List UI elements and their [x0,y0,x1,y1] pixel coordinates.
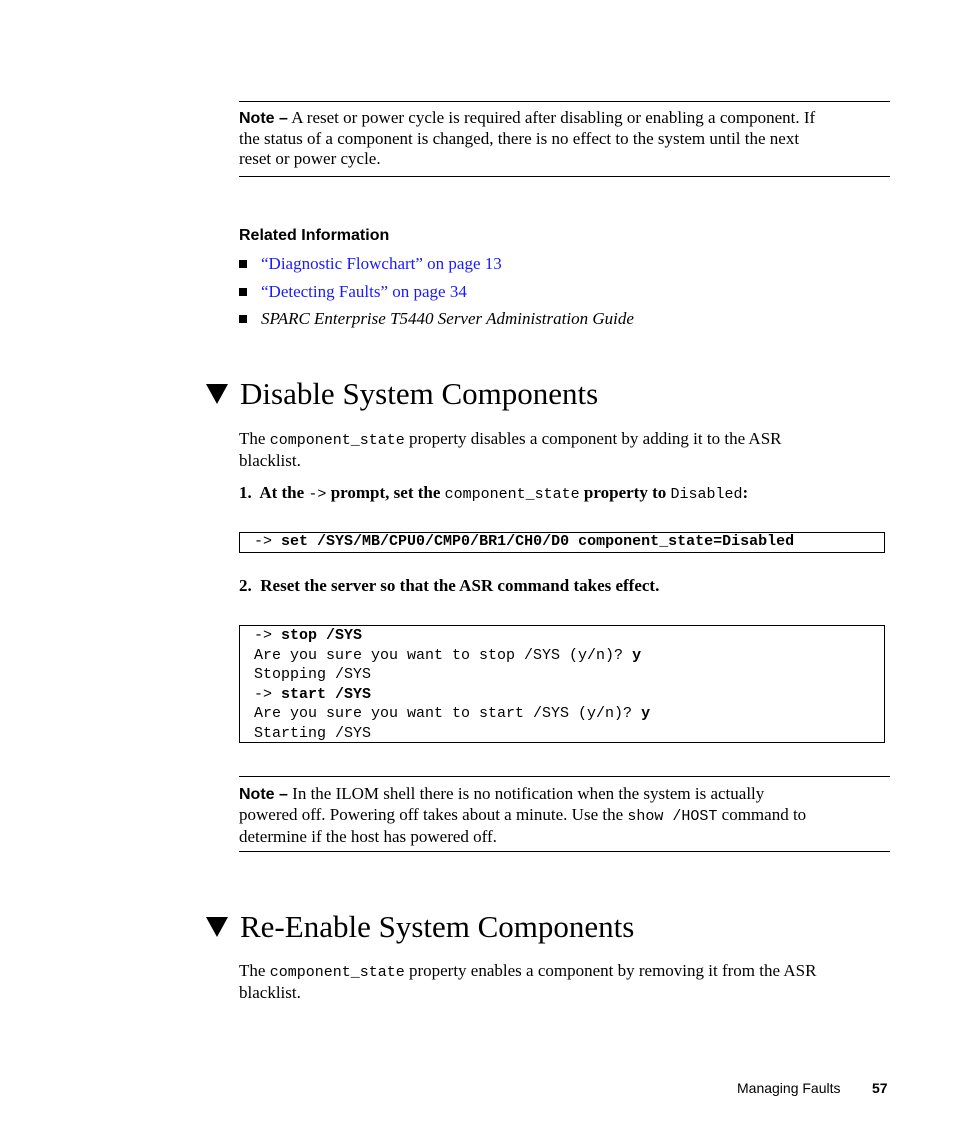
code1-command: set /SYS/MB/CPU0/CMP0/BR1/CH0/D0 component_state=Disabled [281,533,795,550]
step1-text1: At the [259,483,309,502]
note2-top-rule [239,776,890,777]
step1-text3: property to [579,483,671,502]
code-line: Are you sure you want to start /SYS (y/n)? y [254,705,651,722]
bullet-icon [239,315,247,323]
step1-code1: -> [308,486,327,503]
note2 [239,784,899,847]
step1-number: 1. [239,483,252,502]
note2-line2-pre: powered off. Powering off takes about a minute. Use the [239,805,628,824]
note1-line2: the status of a component is changed, there is no effect to the system until the next [239,129,800,148]
step1-text2: prompt, set the [326,483,445,502]
code-line: Stopping /SYS [254,666,372,683]
related-link-detecting-faults[interactable]: “Detecting Faults” on page 34 [261,282,467,301]
footer-page-number: 57 [872,1080,888,1096]
step1 [239,483,748,505]
note1-bottom-rule [239,176,890,177]
section1-title: Disable System Components [240,376,599,411]
step2-number: 2. [239,576,252,595]
related-admin-guide: SPARC Enterprise T5440 Server Administration Guide [261,309,634,328]
step2-text: Reset the server so that the ASR command takes effect. [260,576,660,595]
note1-line3: reset or power cycle. [239,149,381,168]
section-triangle-icon [206,917,228,937]
note2-label: Note – [239,786,288,803]
section2-intro-pre: The [239,961,270,980]
note1 [239,108,899,169]
section1-intro-line2: blacklist. [239,451,301,470]
step1-text4: : [742,483,749,502]
step1-code2: component_state [444,486,580,503]
code-line: Starting /SYS [254,724,372,742]
section2-intro-code: component_state [269,964,405,981]
note2-line2-code: show /HOST [627,808,718,825]
footer-chapter: Managing Faults [737,1080,841,1096]
section2-intro-line2: blacklist. [239,983,301,1002]
note2-line2-post: command to [717,805,807,824]
related-link-diagnostic-flowchart[interactable]: “Diagnostic Flowchart” on page 13 [261,254,502,273]
section2-intro-post: property enables a component by removing it from the ASR [404,961,817,980]
note2-line1: In the ILOM shell there is no notification when the system is actually [287,784,765,803]
section2-title: Re-Enable System Components [240,909,635,944]
section2-intro [239,961,899,1003]
step1-code3: Disabled [670,486,743,503]
section1-intro [239,429,899,471]
note2-bottom-rule [239,851,890,852]
note2-line3: determine if the host has powered off. [239,827,497,846]
code-line: -> start /SYS [254,685,372,703]
code-box-reset [239,625,885,743]
code1-prompt: -> [254,533,273,550]
section1-intro-pre: The [239,429,270,448]
code-line: Are you sure you want to stop /SYS (y/n)? y [254,646,642,664]
related-heading: Related Information [239,227,390,244]
bullet-icon [239,260,247,268]
section1-intro-code: component_state [269,432,405,449]
bullet-icon [239,288,247,296]
code-line: -> stop /SYS [254,627,363,644]
step2 [239,576,659,596]
note1-line1: A reset or power cycle is required after disabling or enabling a component. If [287,108,816,127]
code-box-set-disabled [239,532,885,553]
section-triangle-icon [206,384,228,404]
note1-label: Note – [239,110,288,127]
note1-top-rule [239,101,890,102]
section1-intro-post: property disables a component by adding it to the ASR [404,429,782,448]
